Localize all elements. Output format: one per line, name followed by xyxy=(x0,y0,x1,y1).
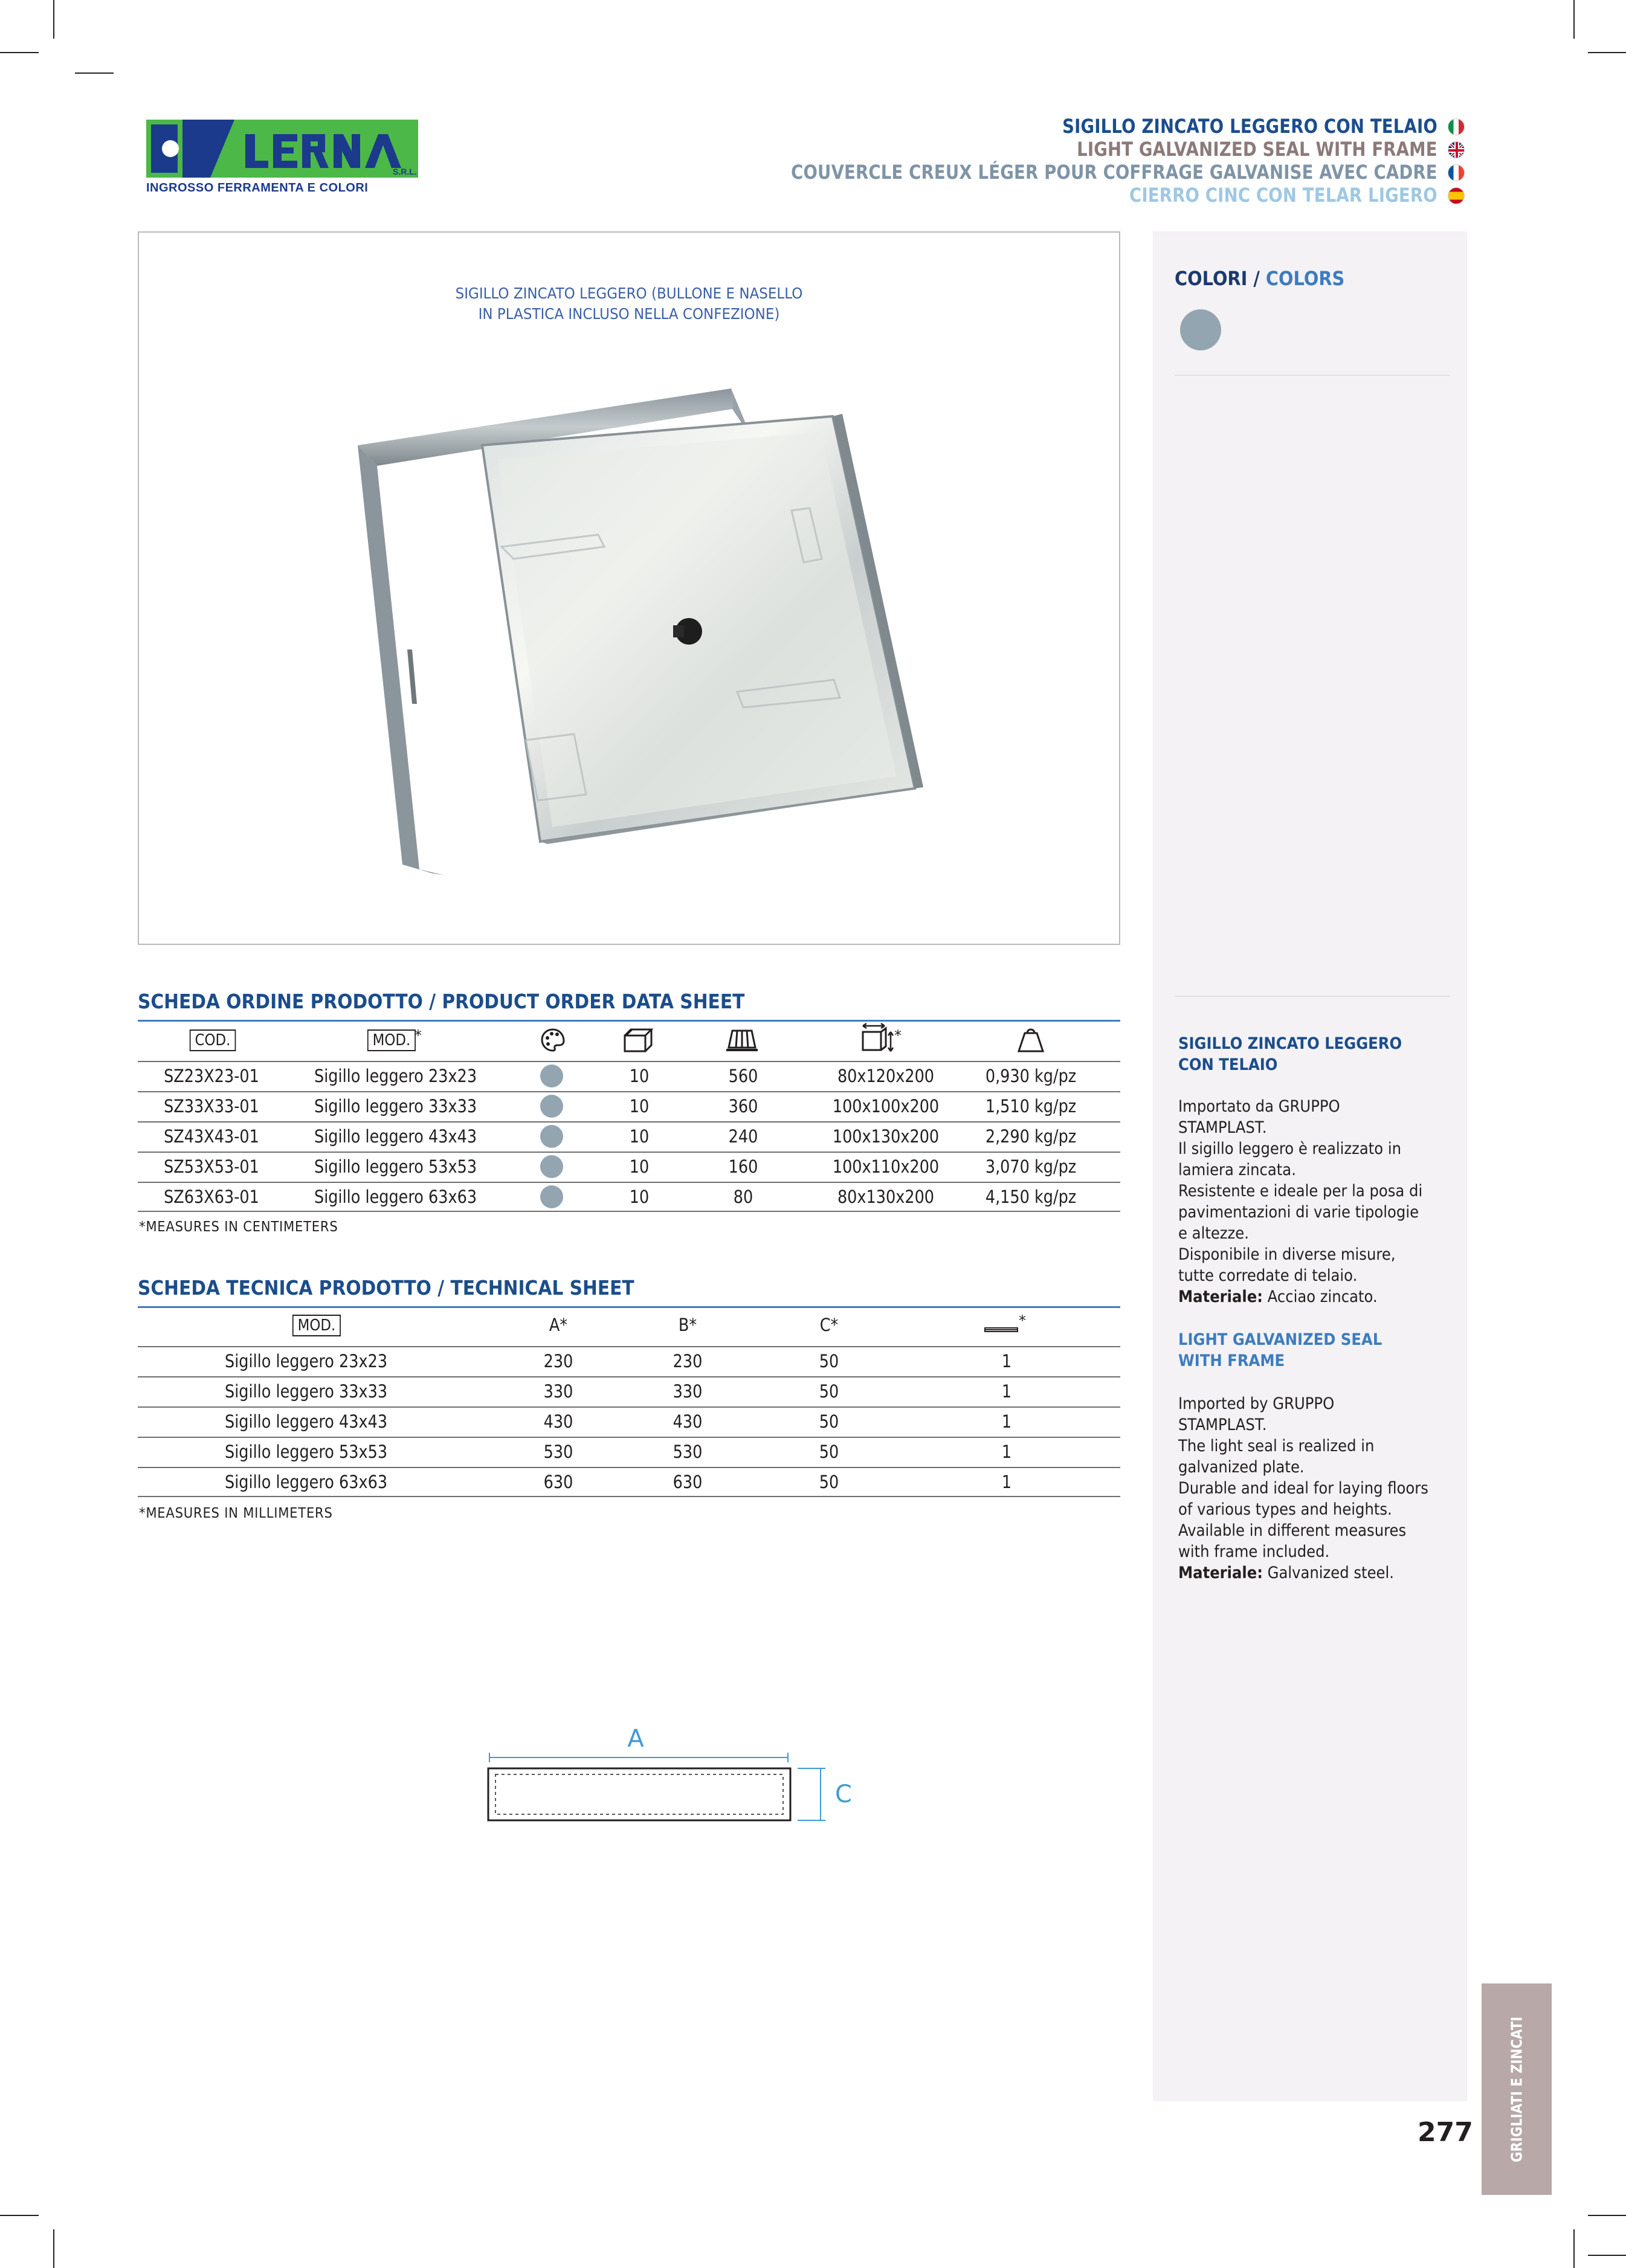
order-weight: 1,510 kg/pz xyxy=(985,1096,1077,1116)
tech-c: 50 xyxy=(819,1381,839,1402)
order-sheet-note: *MEASURES IN CENTIMETERS xyxy=(139,1219,338,1235)
order-pack: 10 xyxy=(629,1187,650,1207)
description-line: lamiera zincata. xyxy=(1178,1161,1296,1179)
table-rule xyxy=(138,1467,1120,1468)
tech-c: 50 xyxy=(819,1442,839,1462)
tech-mod: Sigillo leggero 43x43 xyxy=(225,1411,388,1432)
title-it: SIGILLO ZINCATO LEGGERO CON TELAIO xyxy=(1062,115,1437,138)
tech-b: 430 xyxy=(673,1411,703,1432)
description-line: Importato da GRUPPO xyxy=(1178,1097,1340,1116)
order-dims: 100x100x200 xyxy=(832,1096,940,1116)
table-rule xyxy=(138,1121,1120,1123)
tech-thickness: 1 xyxy=(1001,1351,1012,1371)
order-mod: Sigillo leggero 43x43 xyxy=(314,1126,477,1147)
description-line: with frame included. xyxy=(1178,1542,1330,1561)
tech-mod: Sigillo leggero 33x33 xyxy=(225,1381,388,1402)
title-fr: COUVERCLE CREUX LÉGER POUR COFFRAGE GALVANISE AVEC CADRE xyxy=(791,161,1437,184)
crop-mark xyxy=(53,0,54,39)
tech-sheet-rule xyxy=(138,1306,1120,1308)
tech-b: 630 xyxy=(673,1472,703,1492)
page-number: 277 xyxy=(1418,2117,1473,2148)
order-mod: Sigillo leggero 53x53 xyxy=(314,1156,477,1177)
description-line: Available in different measures xyxy=(1178,1521,1407,1540)
color-dot xyxy=(540,1095,563,1118)
crop-mark xyxy=(53,2229,54,2268)
brand-suffix: S.R.L. xyxy=(393,167,417,176)
table-rule xyxy=(138,1496,1120,1497)
description-line: pavimentazioni di varie tipologie xyxy=(1178,1203,1419,1222)
order-sheet-title: SCHEDA ORDINE PRODOTTO / PRODUCT ORDER DATA SHEET xyxy=(138,990,745,1013)
flag-it-icon xyxy=(1448,118,1465,135)
title-en: LIGHT GALVANIZED SEAL WITH FRAME xyxy=(1077,138,1437,161)
crop-mark xyxy=(1573,2229,1575,2268)
dimensions-icon xyxy=(860,1022,894,1055)
brand-tagline: INGROSSO FERRAMENTA E COLORI xyxy=(146,181,369,195)
crop-mark xyxy=(1588,2215,1626,2216)
tech-a: 230 xyxy=(543,1351,573,1371)
material-value: Galvanized steel. xyxy=(1262,1564,1394,1582)
table-rule xyxy=(138,1211,1120,1212)
tech-a: 330 xyxy=(543,1381,573,1402)
order-pallet: 160 xyxy=(728,1156,758,1177)
order-dims: 100x110x200 xyxy=(832,1156,940,1177)
description-line: STAMPLAST. xyxy=(1178,1416,1267,1434)
tech-b: 230 xyxy=(673,1351,703,1371)
order-weight: 4,150 kg/pz xyxy=(985,1187,1077,1207)
crop-mark xyxy=(1588,2255,1626,2256)
order-weight: 0,930 kg/pz xyxy=(985,1066,1077,1086)
description-line: STAMPLAST. xyxy=(1178,1118,1267,1137)
sidebar-divider xyxy=(1175,996,1450,997)
description-material xyxy=(1178,1286,1434,1307)
description-line: galvanized plate. xyxy=(1178,1458,1305,1477)
tech-header-star: * xyxy=(1019,1312,1026,1329)
tech-c: 50 xyxy=(819,1411,839,1432)
color-dot xyxy=(540,1185,563,1208)
order-mod: Sigillo leggero 23x23 xyxy=(314,1066,477,1086)
description-line: tutte corredate di telaio. xyxy=(1178,1266,1358,1285)
description-heading-it: SIGILLO ZINCATO LEGGERO CON TELAIO xyxy=(1178,1034,1402,1074)
header-mod: MOD. xyxy=(367,1029,416,1051)
description-line: Disponibile in diverse misure, xyxy=(1178,1245,1396,1264)
material-label: Materiale: xyxy=(1178,1287,1263,1306)
description-line: The light seal is realized in xyxy=(1178,1437,1375,1455)
image-caption-line: SIGILLO ZINCATO LEGGERO (BULLONE E NASELLO xyxy=(455,285,803,302)
colors-title-en: COLORS xyxy=(1265,267,1345,290)
flag-es-icon xyxy=(1448,187,1465,204)
order-weight: 2,290 kg/pz xyxy=(985,1126,1077,1147)
description-line: Durable and ideal for laying floors xyxy=(1178,1479,1428,1498)
table-rule xyxy=(138,1437,1120,1438)
tech-c: 50 xyxy=(819,1351,839,1371)
order-pack: 10 xyxy=(629,1156,650,1177)
order-dims: 80x130x200 xyxy=(837,1187,935,1207)
colors-title xyxy=(1175,267,1344,290)
description-body-it xyxy=(1178,1096,1434,1307)
box-icon xyxy=(621,1027,655,1054)
tech-mod: Sigillo leggero 63x63 xyxy=(225,1472,388,1492)
table-rule xyxy=(138,1346,1120,1347)
description-heading-en: LIGHT GALVANIZED SEAL WITH FRAME xyxy=(1178,1330,1382,1370)
tech-c: 50 xyxy=(819,1472,839,1492)
order-pallet: 240 xyxy=(728,1126,758,1147)
order-cod: SZ63X63-01 xyxy=(164,1187,259,1207)
tech-b: 330 xyxy=(673,1381,703,1402)
order-cod: SZ33X33-01 xyxy=(164,1096,259,1116)
order-pack: 10 xyxy=(629,1126,650,1147)
diagram-label-a: A xyxy=(627,1725,644,1753)
description-body-en xyxy=(1178,1393,1434,1583)
crop-mark xyxy=(0,2215,39,2216)
tech-mod: Sigillo leggero 23x23 xyxy=(225,1351,388,1371)
section-tab-label xyxy=(1482,1983,1552,2195)
description-line: Resistente e ideale per la posa di xyxy=(1178,1182,1423,1200)
order-cod: SZ53X53-01 xyxy=(164,1156,259,1177)
description-line: e altezze. xyxy=(1178,1224,1249,1243)
header-cod: COD. xyxy=(190,1029,236,1051)
order-mod: Sigillo leggero 33x33 xyxy=(314,1096,477,1116)
table-rule xyxy=(138,1091,1120,1092)
description-line: of various types and heights. xyxy=(1178,1500,1392,1519)
pallet-icon xyxy=(724,1027,760,1054)
color-dot xyxy=(540,1065,563,1087)
crop-mark xyxy=(75,72,114,74)
order-cod: SZ43X43-01 xyxy=(164,1126,259,1147)
dimension-diagram xyxy=(477,1719,852,1840)
flag-fr-icon xyxy=(1448,164,1465,181)
palette-icon xyxy=(540,1027,566,1054)
tech-thickness: 1 xyxy=(1001,1442,1012,1462)
tech-mod: Sigillo leggero 53x53 xyxy=(225,1442,388,1462)
product-photo xyxy=(139,233,1121,946)
description-line: Il sigillo leggero è realizzato in xyxy=(1178,1139,1402,1158)
table-rule xyxy=(138,1061,1120,1062)
order-pallet: 80 xyxy=(733,1187,753,1207)
tech-thickness: 1 xyxy=(1001,1381,1012,1402)
tech-header-a: A* xyxy=(549,1315,568,1335)
crop-mark xyxy=(1573,0,1575,39)
table-rule xyxy=(138,1406,1120,1408)
order-dims: 100x130x200 xyxy=(832,1126,940,1147)
order-pallet: 360 xyxy=(728,1096,758,1116)
order-pack: 10 xyxy=(629,1066,650,1086)
order-sheet-rule xyxy=(138,1020,1120,1022)
tech-b: 530 xyxy=(673,1442,703,1462)
table-rule xyxy=(138,1182,1120,1183)
material-label: Materiale: xyxy=(1178,1564,1263,1582)
tech-sheet-note: *MEASURES IN MILLIMETERS xyxy=(139,1506,333,1521)
tech-a: 430 xyxy=(543,1411,573,1432)
header-dims-star: * xyxy=(894,1027,902,1044)
flag-uk-icon xyxy=(1448,141,1465,158)
thickness-icon xyxy=(984,1321,1020,1335)
description-line: Imported by GRUPPO xyxy=(1178,1394,1335,1413)
tech-header-b: B* xyxy=(678,1315,697,1335)
header-mod-star: * xyxy=(415,1027,422,1044)
order-pack: 10 xyxy=(629,1096,650,1116)
order-dims: 80x120x200 xyxy=(837,1066,935,1086)
material-value: Acciao zincato. xyxy=(1262,1287,1378,1306)
image-caption-line: IN PLASTICA INCLUSO NELLA CONFEZIONE) xyxy=(478,305,780,323)
section-tab-text: GRIGLIATI E ZINCATI xyxy=(1508,2016,1526,2162)
color-swatch-galvanized xyxy=(1180,309,1221,350)
product-image-panel xyxy=(138,231,1120,945)
table-rule xyxy=(138,1152,1120,1153)
order-mod: Sigillo leggero 63x63 xyxy=(314,1187,477,1207)
weight-icon xyxy=(1016,1027,1045,1054)
tech-thickness: 1 xyxy=(1001,1411,1012,1432)
tech-thickness: 1 xyxy=(1001,1472,1012,1492)
color-dot xyxy=(540,1125,563,1148)
colors-title-it: COLORI xyxy=(1175,267,1248,290)
order-cod: SZ23X23-01 xyxy=(164,1066,259,1086)
table-rule xyxy=(138,1376,1120,1377)
crop-mark xyxy=(0,52,39,53)
order-pallet: 560 xyxy=(728,1066,758,1086)
tech-header-c: C* xyxy=(819,1315,839,1335)
tech-a: 630 xyxy=(543,1472,573,1492)
sidebar-divider xyxy=(1175,375,1450,376)
color-dot xyxy=(540,1155,563,1178)
colors-title-separator: / xyxy=(1247,267,1266,290)
diagram-label-c: C xyxy=(835,1780,852,1808)
tech-a: 530 xyxy=(543,1442,573,1462)
tech-header-mod: MOD. xyxy=(292,1315,341,1336)
crop-mark xyxy=(1588,52,1626,53)
order-weight: 3,070 kg/pz xyxy=(985,1156,1077,1177)
description-material xyxy=(1178,1562,1434,1583)
title-es: CIERRO CINC CON TELAR LIGERO xyxy=(1129,184,1437,207)
tech-sheet-title: SCHEDA TECNICA PRODOTTO / TECHNICAL SHEET xyxy=(138,1276,634,1300)
